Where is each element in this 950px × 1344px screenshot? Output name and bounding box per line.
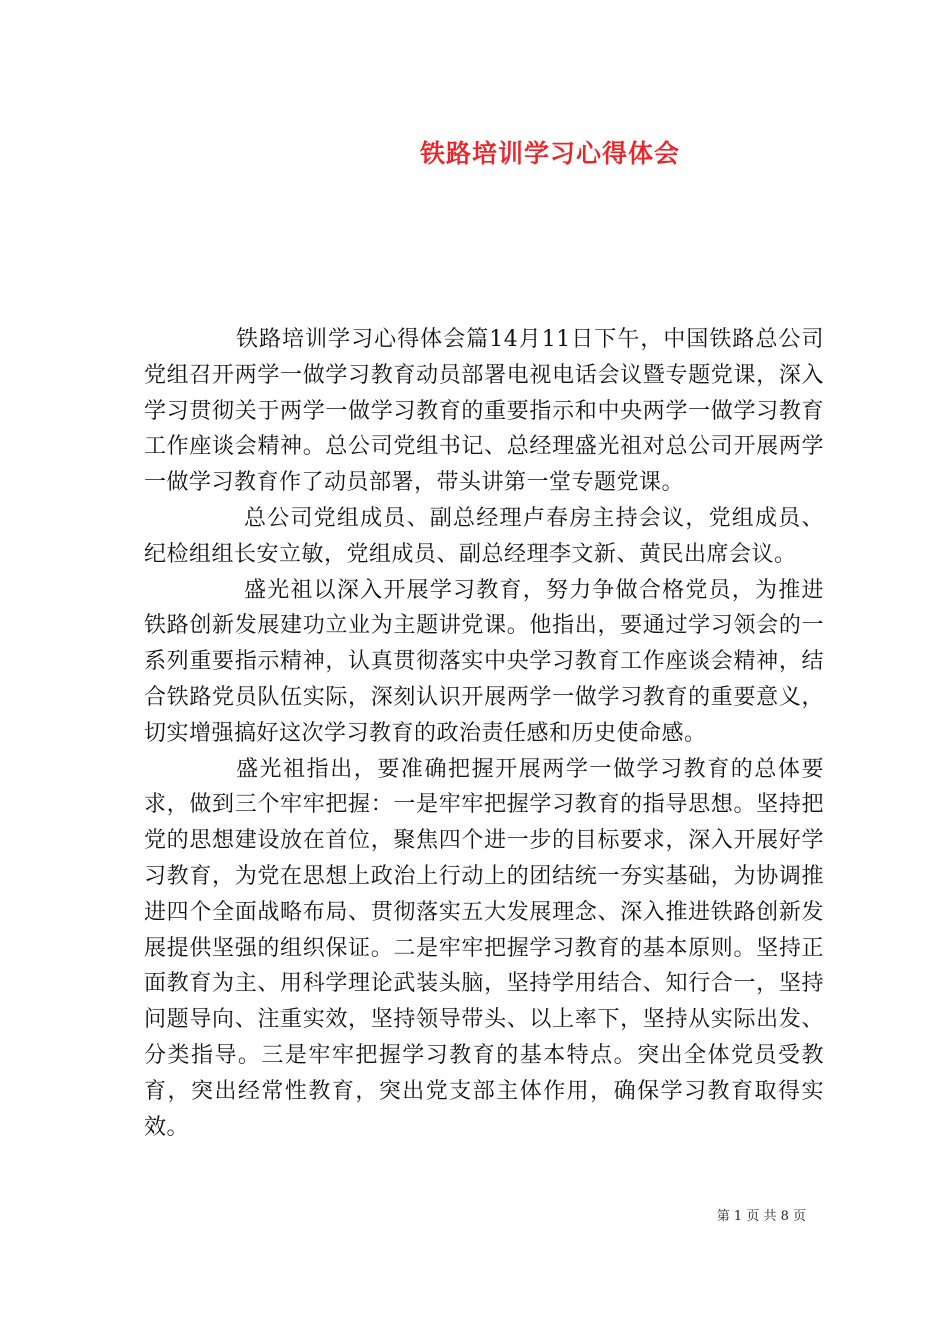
document-title-text: 铁路培训学习心得体会 <box>419 139 680 168</box>
paragraph-2: 总公司党组成员、副总经理卢春房主持会议，党组成员、纪检组组长安立敏，党组成员、副总经理李文新、黄民出席会议。 <box>144 505 824 567</box>
paragraph-4: 盛光祖指出，要准确把握开展两学一做学习教育的总体要求，做到三个牢牢把握：一是牢牢把握学习教育的指导思想。坚持把党的思想建设放在首位，聚焦四个进一步的目标要求，深入开展好学习教育，为党在思想上政治上行动上的团结统一夯实基础，为协调推进四个全面战略布局、贯彻落实五大发展理念、深入推进铁路创新发展提供坚强的组织保证。二是牢牢把握学习教育的基本原则。坚持正面教育为主、用科学理论武装头脑，坚持学用结合、知行合一，坚持问题导向、注重实效，坚持领导带头、以上率下，坚持从实际出发、分类指导。三是牢牢把握学习教育的基本特点。突出全体党员受教育，突出经常性教育，突出党支部主体作用，确保学习教育取得实效。 <box>144 756 824 1140</box>
paragraph-3: 盛光祖以深入开展学习教育，努力争做合格党员，为推进铁路创新发展建功立业为主题讲党课。他指出，要通过学习领会的一系列重要指示精神，认真贯彻落实中央学习教育工作座谈会精神，结合铁路党员队伍实际，深刻认识开展两学一做学习教育的重要意义，切实增强搞好这次学习教育的政治责任感和历史使命感。 <box>144 577 824 746</box>
page-footer: 第 1 页 共 8 页 <box>716 1209 806 1224</box>
document-title <box>0 134 950 170</box>
document-body <box>144 322 824 1145</box>
paragraph-1: 铁路培训学习心得体会篇14月11日下午，中国铁路总公司党组召开两学一做学习教育动员部署电视电话会议暨专题党课，深入学习贯彻关于两学一做学习教育的重要指示和中央两学一做学习教育工作座谈会精神。总公司党组书记、总经理盛光祖对总公司开展两学一做学习教育作了动员部署，带头讲第一堂专题党课。 <box>144 327 824 496</box>
